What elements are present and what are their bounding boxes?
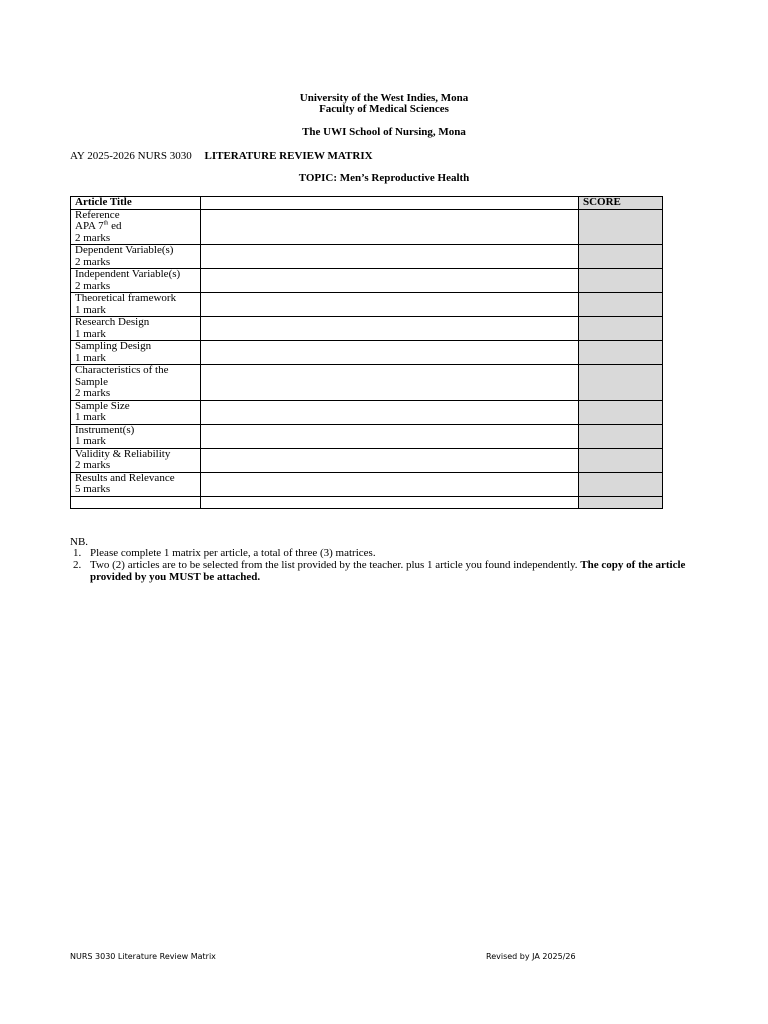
notes-list [70, 547, 700, 583]
criterion-cell [71, 269, 201, 293]
entry-cell[interactable] [201, 448, 579, 472]
table-row [71, 400, 663, 424]
criterion-sublabel [75, 221, 196, 233]
article-title-cell[interactable] [201, 197, 579, 210]
criterion-label: Research Design [75, 316, 150, 328]
criterion-marks: 1 mark [75, 327, 106, 340]
criterion-cell [71, 448, 201, 472]
criterion-cell [71, 400, 201, 424]
table-row-empty [71, 496, 663, 508]
topic: TOPIC: Men’s Reproductive Health [298, 172, 470, 184]
table-row [71, 365, 663, 401]
criterion-marks: 1 mark [75, 303, 106, 316]
criterion-cell [71, 317, 201, 341]
score-cell[interactable] [579, 365, 663, 401]
score-cell[interactable] [579, 245, 663, 269]
entry-cell[interactable] [201, 269, 579, 293]
criterion-marks: 1 mark [75, 411, 106, 423]
entry-cell[interactable] [201, 209, 579, 245]
criterion-cell [71, 209, 201, 245]
table-row [71, 341, 663, 365]
entry-cell[interactable] [201, 293, 579, 317]
entry-cell[interactable] [201, 472, 579, 496]
criterion-marks: 1 mark [75, 351, 106, 364]
criterion-cell [71, 472, 201, 496]
table-row [71, 269, 663, 293]
note-item [70, 547, 700, 559]
sublabel-superscript: th [103, 220, 109, 227]
footer-right: Revised by JA 2025/26 [486, 952, 576, 961]
document-title: LITERATURE REVIEW MATRIX [204, 150, 373, 162]
score-cell[interactable] [579, 341, 663, 365]
sublabel-suffix: ed [108, 220, 122, 232]
school-name: The UWI School of Nursing, Mona [302, 126, 466, 138]
empty-cell[interactable] [71, 496, 201, 508]
criterion-label: Theoretical framework [75, 292, 177, 304]
criterion-marks: 2 marks [75, 387, 111, 399]
score-cell[interactable] [579, 472, 663, 496]
table-row [71, 245, 663, 269]
score-cell[interactable] [579, 293, 663, 317]
table-row [71, 424, 663, 448]
criterion-label: Sample Size [75, 399, 130, 412]
course-code: AY 2025-2026 NURS 3030 [70, 150, 192, 162]
faculty-name: Faculty of Medical Sciences [319, 103, 449, 115]
entry-cell[interactable] [201, 365, 579, 401]
score-cell[interactable] [579, 448, 663, 472]
table-row [71, 448, 663, 472]
score-cell[interactable] [579, 400, 663, 424]
criterion-marks: 2 marks [75, 459, 111, 471]
entry-cell[interactable] [201, 400, 579, 424]
entry-cell[interactable] [201, 317, 579, 341]
empty-score-cell[interactable] [579, 496, 663, 508]
note-emphasis: The copy of the article provided by you MUST be attached. [90, 559, 686, 583]
criterion-cell [71, 245, 201, 269]
entry-cell[interactable] [201, 245, 579, 269]
criterion-cell [71, 293, 201, 317]
note-item [70, 559, 700, 583]
note-number: 1. [73, 547, 82, 559]
criterion-label: Instrument(s) [75, 423, 135, 436]
criterion-marks: 1 mark [75, 435, 106, 447]
notes-heading: NB. [70, 536, 89, 548]
table-header-row [71, 197, 663, 210]
sublabel-text: APA 7 [75, 220, 104, 232]
note-number: 2. [73, 559, 82, 571]
article-title-header: Article Title [71, 197, 201, 210]
criterion-label: Reference [75, 208, 120, 221]
criterion-marks: 5 marks [75, 483, 111, 495]
note-text: Two (2) articles are to be selected from the list provided by the teacher. plus 1 article you found independently. [90, 559, 581, 571]
course-line [70, 150, 373, 162]
score-cell[interactable] [579, 317, 663, 341]
score-cell[interactable] [579, 269, 663, 293]
criterion-marks: 2 marks [75, 231, 111, 244]
criterion-label: Results and Relevance [75, 471, 175, 484]
score-header: SCORE [579, 197, 663, 210]
criterion-label: Independent Variable(s) [75, 268, 181, 280]
score-cell[interactable] [579, 209, 663, 245]
table-row [71, 317, 663, 341]
criterion-marks: 2 marks [75, 279, 111, 292]
entry-cell[interactable] [201, 341, 579, 365]
empty-cell[interactable] [201, 496, 579, 508]
criterion-cell [71, 341, 201, 365]
criterion-cell [71, 424, 201, 448]
criterion-cell [71, 365, 201, 401]
criterion-marks: 2 marks [75, 255, 111, 268]
literature-review-matrix [70, 196, 663, 509]
criterion-label: Characteristics of the Sample [75, 364, 169, 388]
note-text: Please complete 1 matrix per article, a total of three (3) matrices. [90, 547, 376, 559]
table-row [71, 209, 663, 245]
table-row [71, 472, 663, 496]
footer-left: NURS 3030 Literature Review Matrix [70, 952, 216, 961]
criterion-label: Validity & Reliability [75, 447, 171, 460]
table-row [71, 293, 663, 317]
criterion-label: Dependent Variable(s) [75, 244, 174, 256]
entry-cell[interactable] [201, 424, 579, 448]
university-name: University of the West Indies, Mona [299, 92, 469, 104]
criterion-label: Sampling Design [75, 340, 152, 352]
score-cell[interactable] [579, 424, 663, 448]
